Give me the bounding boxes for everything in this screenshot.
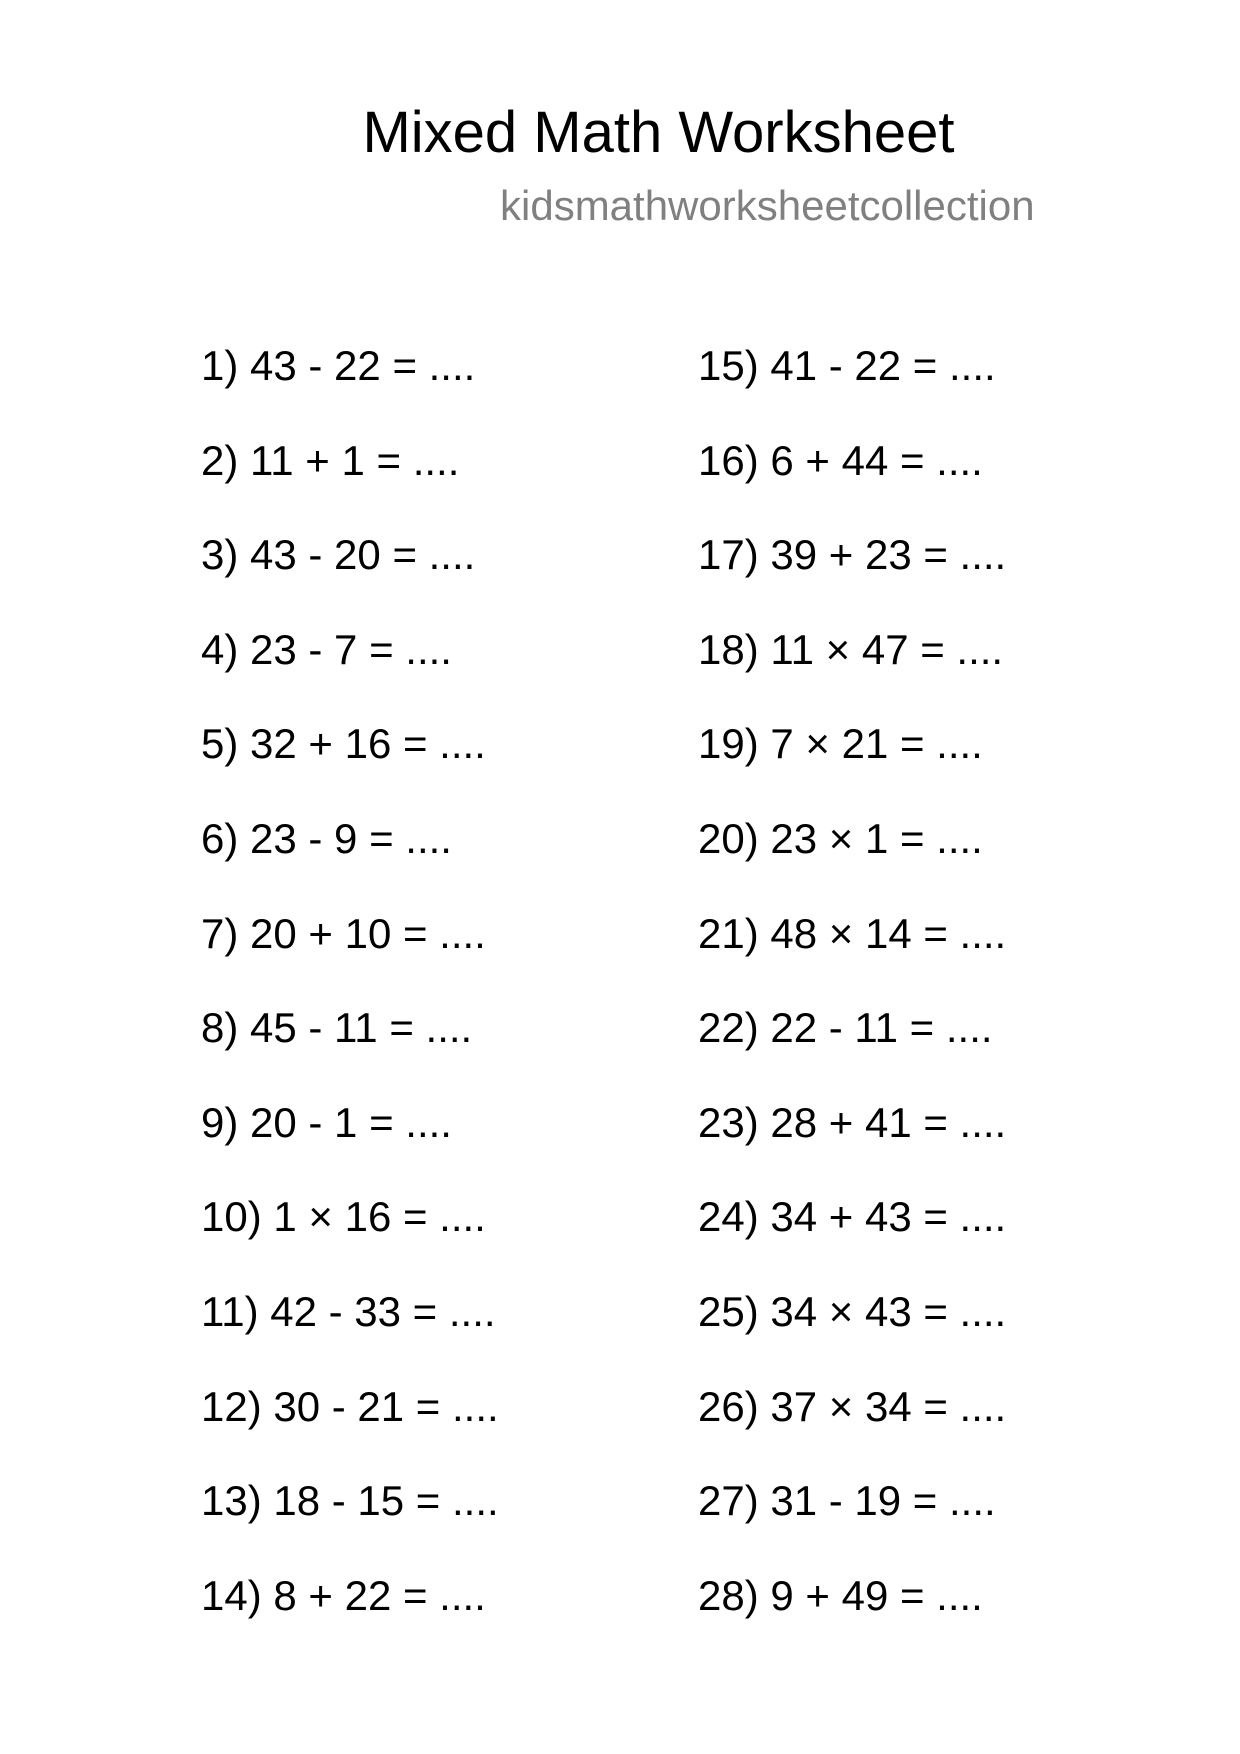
problem-item: 20) 23 × 1 = .... [698, 814, 983, 862]
problem-item: 18) 11 × 47 = .... [698, 625, 1004, 673]
problem-list-left [201, 342, 499, 1666]
problem-item: 14) 8 + 22 = .... [201, 1571, 486, 1619]
source-label: kidsmathworksheetcollection [500, 182, 1035, 229]
problem-item: 19) 7 × 21 = .... [698, 720, 983, 768]
problem-item: 3) 43 - 20 = .... [201, 531, 476, 579]
problem-item: 12) 30 - 21 = .... [201, 1382, 499, 1430]
problem-item: 25) 34 × 43 = .... [698, 1287, 1007, 1335]
problem-item: 8) 45 - 11 = .... [201, 1004, 473, 1052]
problem-item: 13) 18 - 15 = .... [201, 1477, 499, 1525]
problem-item: 1) 43 - 22 = .... [201, 342, 476, 389]
problem-item: 4) 23 - 7 = .... [201, 625, 452, 673]
problem-list-right [698, 342, 1006, 1666]
problem-item: 28) 9 + 49 = .... [698, 1571, 983, 1619]
problem-item: 23) 28 + 41 = .... [698, 1098, 1007, 1146]
worksheet-title: Mixed Math Worksheet [362, 100, 955, 165]
problem-item: 6) 23 - 9 = .... [201, 814, 452, 862]
problem-item: 9) 20 - 1 = .... [201, 1098, 452, 1146]
problem-item: 27) 31 - 19 = .... [698, 1477, 996, 1525]
problem-item: 17) 39 + 23 = .... [698, 531, 1007, 579]
problem-item: 7) 20 + 10 = .... [201, 909, 486, 957]
problem-item: 5) 32 + 16 = .... [201, 720, 486, 768]
problem-item: 24) 34 + 43 = .... [698, 1193, 1007, 1241]
problem-item: 10) 1 × 16 = .... [201, 1193, 486, 1241]
problem-item: 15) 41 - 22 = .... [698, 342, 996, 389]
problem-item: 21) 48 × 14 = .... [698, 909, 1007, 957]
problem-item: 2) 11 + 1 = .... [201, 436, 460, 484]
problem-item: 16) 6 + 44 = .... [698, 436, 983, 484]
problem-item: 22) 22 - 11 = .... [698, 1004, 993, 1052]
problem-item: 11) 42 - 33 = .... [201, 1287, 496, 1335]
problem-item: 26) 37 × 34 = .... [698, 1382, 1007, 1430]
